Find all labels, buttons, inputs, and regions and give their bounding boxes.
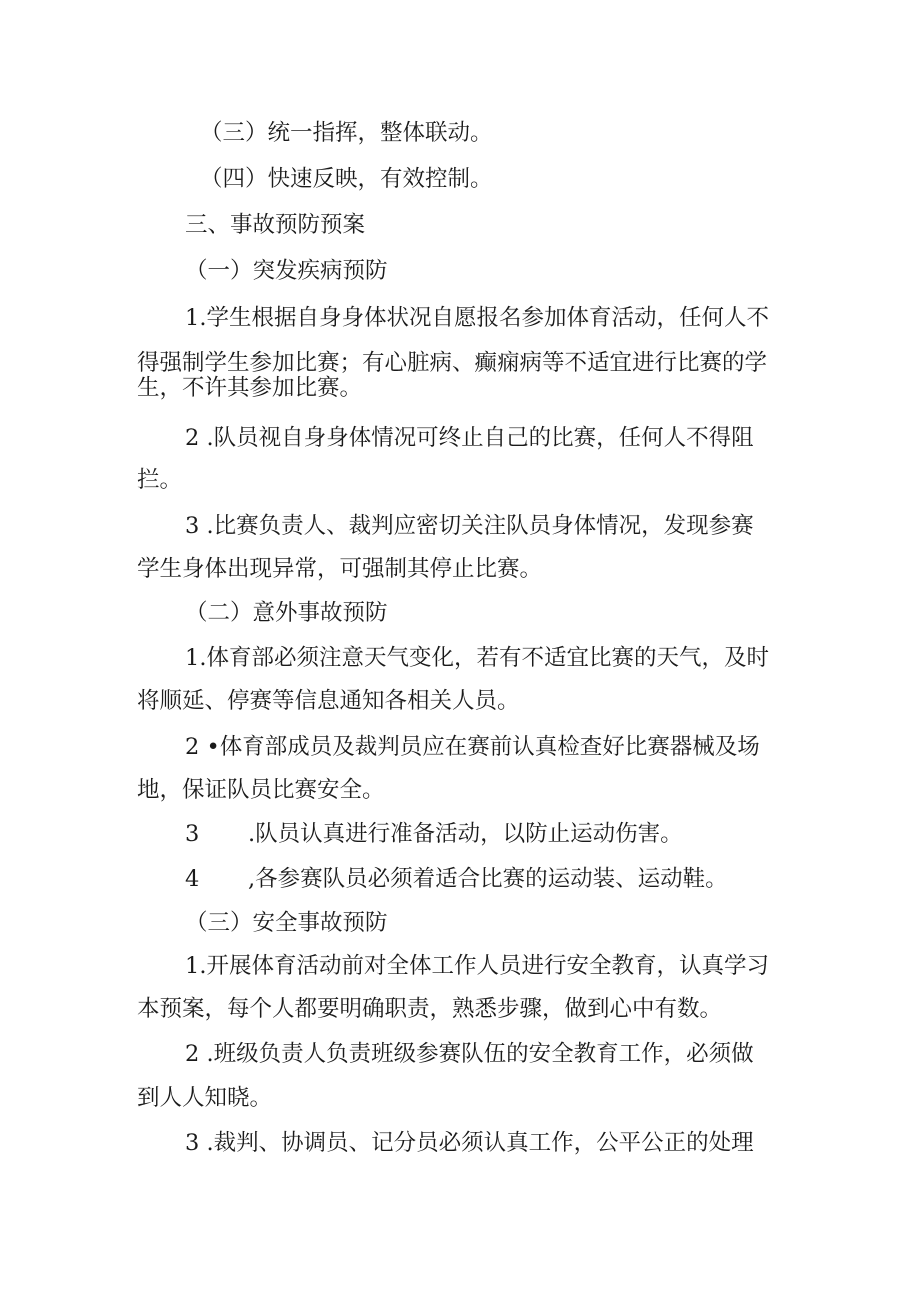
- paragraph-line: 3 .裁判、协调员、记分员必须认真工作，公平公正的处理: [185, 1130, 754, 1156]
- principle-4: （四）快速反映，有效控制。: [200, 166, 493, 192]
- paragraph-line: 生，不许其参加比赛。: [137, 375, 363, 401]
- paragraph-line: 到人人知晓。: [137, 1085, 273, 1111]
- list-number: 4: [185, 866, 200, 892]
- subsection-heading-1: （一）突发疾病预防: [185, 258, 388, 284]
- list-number: 3: [185, 821, 200, 847]
- paragraph-line: 3 .比赛负责人、裁判应密切关注队员身体情况，发现参赛: [185, 513, 754, 539]
- paragraph-line: 2 .队员视自身身体情况可终止自己的比赛，任何人不得阻: [185, 425, 754, 451]
- paragraph-line: 1.开展体育活动前对全体工作人员进行安全教育，认真学习: [185, 953, 769, 979]
- paragraph-line: 将顺延、停赛等信息通知各相关人员。: [137, 688, 520, 714]
- paragraph-line: 1.学生根据自身身体状况自愿报名参加体育活动，任何人不: [185, 305, 769, 331]
- subsection-heading-3: （三）安全事故预防: [185, 910, 388, 936]
- subsection-heading-2: （二）意外事故预防: [185, 600, 388, 626]
- paragraph-line: 学生身体出现异常，可强制其停止比赛。: [137, 556, 543, 582]
- paragraph-line: 2 .班级负责人负责班级参赛队伍的安全教育工作，必须做: [185, 1041, 754, 1067]
- paragraph-line: 1.体育部必须注意天气变化，若有不适宜比赛的天气，及时: [185, 645, 769, 671]
- paragraph-line: 2 •体育部成员及裁判员应在赛前认真检查好比赛器械及场: [185, 734, 760, 760]
- paragraph-line: 地，保证队员比赛安全。: [137, 777, 385, 803]
- paragraph-line: 本预案，每个人都要明确职责，熟悉步骤，做到心中有数。: [137, 996, 723, 1022]
- paragraph-line: ,各参赛队员必须着适合比赛的运动装、运动鞋。: [248, 866, 728, 892]
- principle-3: （三）统一指挥，整体联动。: [200, 120, 493, 146]
- paragraph-line: .队员认真进行准备活动，以防止运动伤害。: [248, 821, 683, 847]
- section-heading-3: 三、事故预防预案: [185, 212, 366, 238]
- paragraph-line: 得强制学生参加比赛；有心脏病、癫痫病等不适宜进行比赛的学: [137, 350, 768, 376]
- paragraph-line: 拦。: [137, 467, 183, 493]
